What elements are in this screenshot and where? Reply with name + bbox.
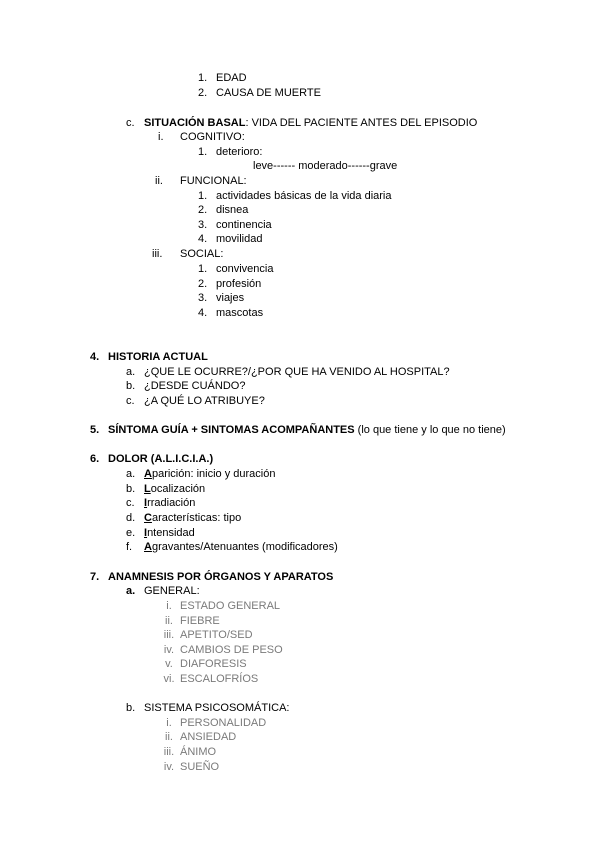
list-item: 3. viajes	[198, 292, 245, 304]
list-item: ii. ANSIEDAD	[165, 731, 237, 743]
list-item: c. ¿A QUÉ LO ATRIBUYE?	[126, 395, 265, 407]
list-item: iii. ÁNIMO	[163, 746, 217, 758]
list-item: d. Características: tipo	[126, 512, 242, 524]
list-item: 4. movilidad	[198, 233, 263, 245]
section-title: DOLOR (A.L.I.C.I.A.)	[108, 453, 214, 465]
subsection-psicosomatica: b. SISTEMA PSICOSOMÁTICA:	[126, 702, 290, 714]
list-item: 2. CAUSA DE MUERTE	[198, 87, 321, 99]
subsection-cognitivo: i. COGNITIVO:	[158, 131, 245, 143]
list-item: v. DIAFORESIS	[165, 658, 247, 670]
subsection-general: a. GENERAL:	[126, 585, 200, 597]
list-item: 3. continencia	[198, 219, 272, 231]
list-item: b. ¿DESDE CUÁNDO?	[126, 380, 246, 392]
list-item: a. Aparición: inicio y duración	[126, 468, 276, 480]
subsection-social: iii. SOCIAL:	[152, 248, 224, 260]
section-situacion-basal: c. SITUACIÓN BASAL: VIDA DEL PACIENTE ANTES DEL EPISODIO	[126, 117, 478, 129]
list-item: 2. profesión	[198, 278, 262, 290]
severity-scale: leve------ moderado------grave	[253, 160, 398, 172]
list-item: 1. convivencia	[198, 263, 274, 275]
list-item: 1. actividades básicas de la vida diaria	[198, 190, 392, 202]
section-sintoma-guia: 5. SÍNTOMA GUÍA + SINTOMAS ACOMPAÑANTES (lo que tiene y lo que no tiene)	[90, 424, 506, 436]
list-item: 2. disnea	[198, 204, 249, 216]
list-item: i. ESTADO GENERAL	[166, 600, 281, 612]
list-item: iv. CAMBIOS DE PESO	[163, 644, 283, 656]
list-item: 4. mascotas	[198, 307, 264, 319]
list-item: e. Intensidad	[126, 527, 195, 539]
list-item: a. ¿QUE LE OCURRE?/¿POR QUE HA VENIDO AL HOSPITAL?	[126, 366, 450, 378]
list-item: i. PERSONALIDAD	[166, 717, 267, 729]
list-item: iii. APETITO/SED	[163, 629, 253, 641]
section-title: SITUACIÓN BASAL	[144, 117, 246, 129]
list-item: vi. ESCALOFRÍOS	[163, 673, 259, 685]
section-dolor: 6. DOLOR (A.L.I.C.I.A.)	[90, 453, 214, 465]
list-item: iv. SUEÑO	[163, 761, 220, 773]
section-title: HISTORIA ACTUAL	[108, 351, 208, 363]
list-item: c. Irradiación	[126, 497, 196, 509]
list-item: f. Agravantes/Atenuantes (modificadores)	[126, 541, 338, 553]
section-title: ANAMNESIS POR ÓRGANOS Y APARATOS	[108, 571, 334, 583]
section-title: SÍNTOMA GUÍA + SINTOMAS ACOMPAÑANTES	[108, 424, 355, 436]
list-item: 1. deterioro:	[198, 146, 263, 158]
section-historia-actual: 4. HISTORIA ACTUAL	[90, 351, 208, 363]
list-item: ii. FIEBRE	[165, 615, 220, 627]
list-item: 1. EDAD	[198, 72, 247, 84]
subsection-funcional: ii. FUNCIONAL:	[155, 175, 247, 187]
section-anamnesis: 7. ANAMNESIS POR ÓRGANOS Y APARATOS	[90, 571, 334, 583]
list-item: b. Localización	[126, 483, 206, 495]
